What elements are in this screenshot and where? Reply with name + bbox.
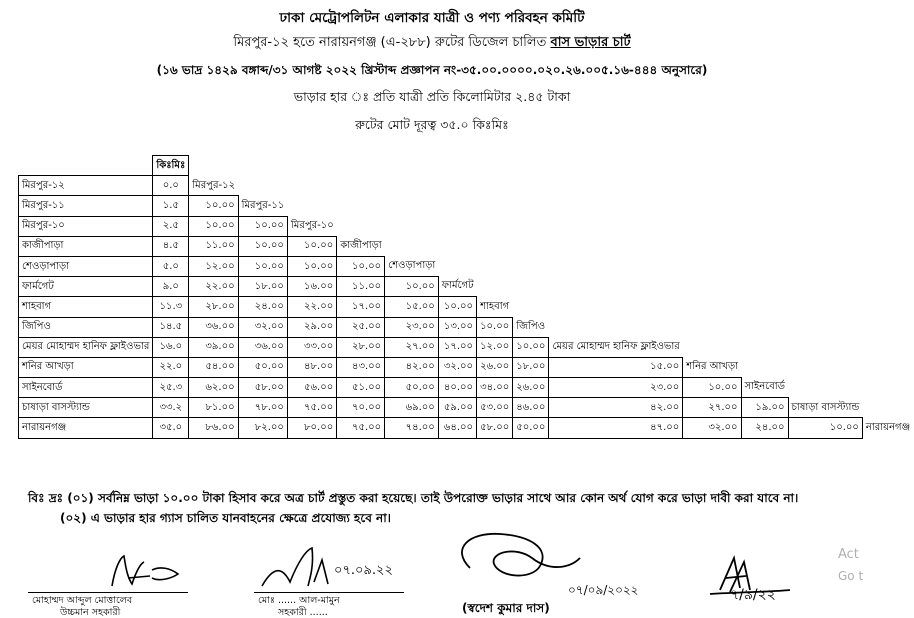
note-2: (০২) এ ভাড়ার হার গ্যাস চালিত যানবাহনের ক্ষেত্রে প্রযোজ্য হবে না। [60, 511, 391, 525]
stop-km: ৪.৫ [153, 236, 189, 256]
stop-name: শনির আখড়া [19, 357, 153, 377]
table-row [19, 277, 914, 297]
signature-3-scribble [440, 528, 640, 590]
fare-cell: ২৮.০০ [189, 297, 238, 317]
fare-cell: ১৭.০০ [337, 297, 385, 317]
watermark-line-2: Go t [838, 569, 864, 583]
fare-cell: ২৩.০০ [385, 317, 439, 337]
signature-3 [440, 528, 640, 617]
fare-cell: ১৫.০০ [549, 357, 683, 377]
fare-cell: ৪২.০০ [549, 398, 683, 418]
signature-2-date: ০৭.০৯.২২ [334, 563, 393, 578]
fare-cell: ৫৮.০০ [477, 418, 513, 438]
stop-name: শাহবাগ [19, 297, 153, 317]
diagonal-stop-label: নারায়নগঞ্জ [865, 422, 911, 434]
fare-cell: ১০.০০ [788, 418, 862, 438]
fare-cell: ৬৪.০০ [438, 418, 476, 438]
fare-cell: ২৯.০০ [287, 317, 336, 337]
table-row [19, 337, 914, 357]
signature-1 [20, 548, 210, 616]
fare-cell: ৫৯.০০ [438, 398, 476, 418]
fare-cell: ৫৪.০০ [189, 357, 238, 377]
fare-cell: ৫০.০০ [385, 378, 439, 398]
signature-2 [250, 542, 440, 617]
fare-cell: ১০.০০ [238, 256, 287, 276]
fare-cell: ১৫.০০ [385, 297, 439, 317]
fare-cell: ৮১.০০ [189, 398, 238, 418]
fare-cell: ১০.০০ [477, 317, 513, 337]
diagonal-stop-label: জিপিও [516, 320, 546, 332]
fare-cell: ৪৬.০০ [513, 398, 549, 418]
signature-1-title: উচ্চমান সহকারী [60, 607, 121, 618]
fare-cell: ৪৮.০০ [287, 357, 336, 377]
stop-name: সাইনবোর্ড [19, 378, 153, 398]
fare-cell: ৩৯.০০ [189, 337, 238, 357]
fare-cell: ৩২.০০ [438, 357, 476, 377]
diagonal-stop-label: মেয়র মোহাম্মদ হানিফ ফ্লাইওভার [552, 341, 680, 353]
fare-cell: ৪৭.০০ [549, 418, 683, 438]
stop-name: মিরপুর-১২ [19, 176, 153, 196]
fare-cell: ১০.০০ [238, 216, 287, 236]
fare-cell: ২৭.০০ [683, 398, 741, 418]
fare-cell: ৩৪.০০ [477, 378, 513, 398]
fare-cell: ৭৪.০০ [385, 418, 439, 438]
signature-1-scribble [20, 548, 210, 593]
fare-cell: ২৩.০০ [549, 378, 683, 398]
fare-cell: ২৭.০০ [385, 337, 439, 357]
diagonal-stop-label: মিরপুর-১০ [290, 219, 334, 231]
fare-cell: ৪২.০০ [385, 357, 439, 377]
signature-3-name: (স্বদেশ কুমার দাস) [462, 601, 550, 615]
chart-title: বাস ভাড়ার চার্ট [550, 35, 631, 50]
fare-cell: ১১.০০ [337, 277, 385, 297]
fare-cell: ২৪.০০ [238, 297, 287, 317]
signature-1-name: মোহাম্মদ আব্দুল মোত্তালেব [32, 595, 133, 606]
fare-cell: ৫০.০০ [513, 418, 549, 438]
stop-km: ২৫.৩ [153, 378, 189, 398]
fare-cell: ৭৮.০০ [238, 398, 287, 418]
stop-km: ৯.০ [153, 277, 189, 297]
table-row [19, 196, 914, 216]
table-row [19, 297, 914, 317]
fare-cell: ৩৬.০০ [189, 317, 238, 337]
fare-cell: ৫০.০০ [238, 357, 287, 377]
fare-cell: ১৯.০০ [741, 398, 788, 418]
stop-name: কাজীপাড়া [19, 236, 153, 256]
fare-cell: ১০.০০ [287, 256, 336, 276]
watermark-line-1: Act [838, 547, 859, 562]
fare-cell: ১৮.০০ [238, 277, 287, 297]
fare-cell: ২৬.০০ [513, 378, 549, 398]
fare-cell: ৩৬.০০ [238, 337, 287, 357]
fare-cell: ১২.০০ [189, 256, 238, 276]
table-header-row [19, 156, 914, 176]
fare-cell: ৬২.০০ [189, 378, 238, 398]
stop-km: ৩৩.২ [153, 398, 189, 418]
fare-cell: ১০.০০ [683, 378, 741, 398]
fare-cell: ৬৯.০০ [385, 398, 439, 418]
signature-1-line [28, 592, 188, 593]
fare-cell: ৮০.০০ [287, 418, 336, 438]
fare-cell: ১০.০০ [337, 256, 385, 276]
diagonal-stop-label: শেওড়াপাড়া [388, 260, 436, 272]
fare-cell: ২৫.০০ [337, 317, 385, 337]
table-row [19, 256, 914, 276]
fare-cell: ৭০.০০ [337, 398, 385, 418]
fare-cell: ৩২.০০ [238, 317, 287, 337]
fare-cell: ১৩.০০ [438, 317, 476, 337]
fare-rate: ভাড়ার হার ঃ প্রতি যাত্রী প্রতি কিলোমিটার ২.৪৫ টাকা [293, 89, 571, 104]
stop-name: শেওড়াপাড়া [19, 256, 153, 276]
table-row [19, 357, 914, 377]
fare-cell: ৪০.০০ [438, 378, 476, 398]
committee-title: ঢাকা মেট্রোপলিটন এলাকার যাত্রী ও পণ্য পরিবহন কমিটি [279, 10, 585, 26]
fare-cell: ৮২.০০ [238, 418, 287, 438]
fare-cell: ৫৬.০০ [287, 378, 336, 398]
table-row [19, 176, 914, 196]
fare-cell: ১০.০০ [513, 337, 549, 357]
signature-4-date: ৭/৯/২২ [730, 587, 776, 603]
stop-name: মিরপুর-১০ [19, 216, 153, 236]
fare-cell: ১২.০০ [477, 337, 513, 357]
table-row [19, 317, 914, 337]
stop-name: ফার্মগেট [19, 277, 153, 297]
diagonal-stop-label: চাষাড়া বাসস্ট্যান্ড [791, 401, 860, 413]
fare-cell: ১০.০০ [238, 236, 287, 256]
stop-name: মিরপুর-১১ [19, 196, 153, 216]
stop-km: ১১.৩ [153, 297, 189, 317]
stop-km: ১৬.০ [153, 337, 189, 357]
diagonal-stop-label: শনির আখড়া [686, 361, 738, 373]
fare-cell: ৭৫.০০ [287, 398, 336, 418]
fare-cell: ১০.০০ [189, 196, 238, 216]
route-line-prefix: মিরপুর-১২ হতে নারায়নগঞ্জ (এ-২৮৮) রুটের ডিজেল চালিত [233, 35, 551, 50]
fare-cell: ৩২.০০ [683, 418, 741, 438]
stop-name: মেয়র মোহাম্মদ হানিফ ফ্লাইওভার [19, 337, 153, 357]
stop-km: ২.৫ [153, 216, 189, 236]
fare-cell: ১০.০০ [189, 216, 238, 236]
stop-km: ২২.০ [153, 357, 189, 377]
diagonal-stop-label: সাইনবোর্ড [744, 381, 786, 393]
fare-cell: ৪৩.০০ [337, 357, 385, 377]
fare-cell: ২৬.০০ [477, 357, 513, 377]
signature-4 [690, 548, 820, 617]
fare-cell: ২২.০০ [189, 277, 238, 297]
gazette-reference: (১৬ ভাদ্র ১৪২৯ বঙ্গাব্দ/৩১ আগষ্ট ২০২২ খ্রিস্টাব্দ প্রজ্ঞাপন নং-৩৫.০০.০০০০.০২০.২৬.০০৫.১৬-৪৪৪ অনুসারে) [156, 63, 708, 77]
signature-3-date: ০৭/০৯/২০২২ [568, 583, 639, 597]
fare-cell: ৩৩.০০ [287, 337, 336, 357]
stop-name: জিপিও [19, 317, 153, 337]
signature-2-line [254, 592, 404, 593]
diagonal-stop-label: মিরপুর-১২ [192, 179, 236, 191]
diagonal-stop-label: শাহবাগ [480, 300, 510, 312]
fare-cell: ১০.০০ [438, 297, 476, 317]
stop-name: নারায়নগঞ্জ [19, 418, 153, 438]
note-1: বিঃ দ্রঃ (০১) সর্বনিম্ন ভাড়া ১০.০০ টাকা হিসাব করে অত্র চার্ট প্রস্তুত করা হয়েছে। তাই উপরোক্ত ভাড়ার সাথে আর কোন অর্থ যোগ করে ভাড়া দাবী করা যাবে না। [28, 491, 799, 505]
fare-cell: ৫৮.০০ [238, 378, 287, 398]
fare-cell: ১০.০০ [287, 236, 336, 256]
fare-cell: ১৭.০০ [438, 337, 476, 357]
signature-2-title: সহকারী ...... [278, 607, 328, 618]
header-empty-cell [19, 156, 153, 176]
fare-cell: ৫৩.০০ [477, 398, 513, 418]
fare-cell: ১৮.০০ [513, 357, 549, 377]
table-row [19, 378, 914, 398]
fare-cell: ৫১.০০ [337, 378, 385, 398]
stop-km: ১.৫ [153, 196, 189, 216]
km-header: কিঃমিঃ [153, 156, 189, 176]
signature-2-name: মোঃ ...... আল-মামুন [258, 595, 340, 606]
stop-name: চাষাড়া বাসস্ট্যান্ড [19, 398, 153, 418]
stop-km: ১৪.৫ [153, 317, 189, 337]
fare-cell: ৭৫.০০ [337, 418, 385, 438]
fare-cell: ১১.০০ [189, 236, 238, 256]
fare-chart-table [18, 155, 914, 439]
fare-cell: ১০.০০ [385, 277, 439, 297]
stop-km: ৩৫.০ [153, 418, 189, 438]
fare-cell: ৮৬.০০ [189, 418, 238, 438]
diagonal-stop-label: কাজীপাড়া [340, 240, 382, 252]
table-row [19, 398, 914, 418]
fare-cell: ২২.০০ [287, 297, 336, 317]
stop-km: ৫.০ [153, 256, 189, 276]
diagonal-stop-label: ফার্মগেট [441, 280, 474, 292]
stop-km: ০.০ [153, 176, 189, 196]
fare-cell: ১৬.০০ [287, 277, 336, 297]
table-row [19, 236, 914, 256]
table-row [19, 216, 914, 236]
fare-cell: ২৮.০০ [337, 337, 385, 357]
fare-cell: ২৪.০০ [741, 418, 788, 438]
diagonal-stop-label: মিরপুর-১১ [241, 199, 285, 211]
route-line [0, 36, 864, 49]
route-distance: রুটের মোট দূরত্ব ৩৫.০ কিঃমিঃ [355, 117, 509, 132]
table-row [19, 418, 914, 438]
